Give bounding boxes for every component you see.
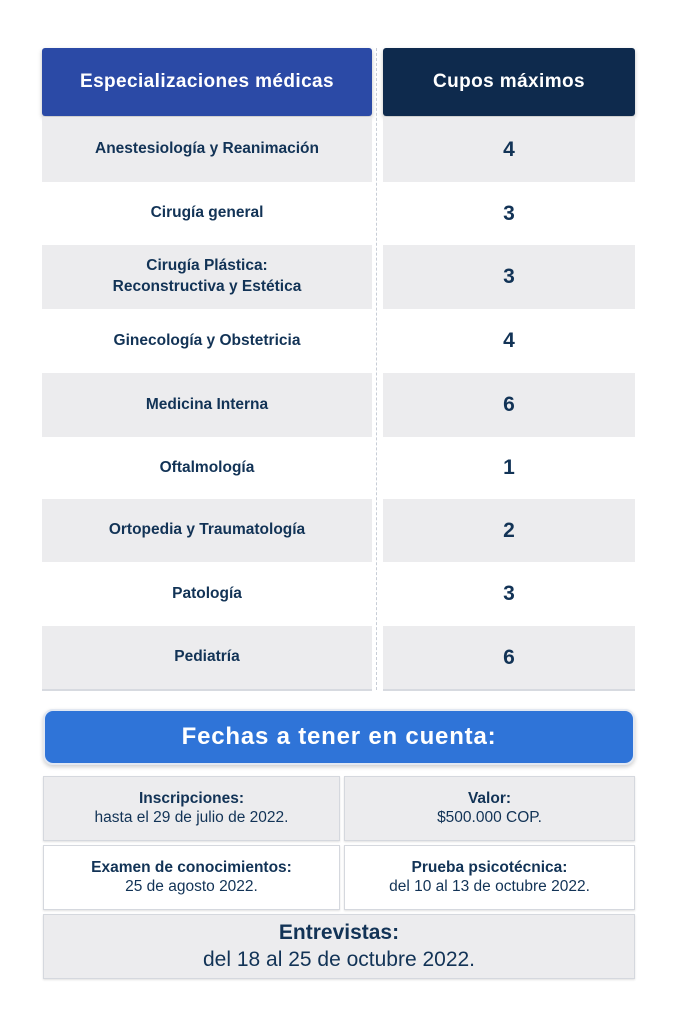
interviews-value: del 18 al 25 de octubre 2022. — [202, 947, 476, 971]
specialization-name: Ortopedia y Traumatología — [42, 499, 372, 562]
table-row — [0, 373, 677, 437]
header-specializations: Especializaciones médicas — [42, 48, 372, 116]
specialization-name: Anestesiología y Reanimación — [42, 117, 372, 182]
fee-box — [344, 776, 635, 841]
max-slots-value: 4 — [383, 309, 635, 373]
interviews-label: Entrevistas: — [278, 920, 400, 944]
registration-label: Inscripciones: — [138, 789, 245, 807]
knowledge-exam-label: Examen de conocimientos: — [91, 858, 292, 876]
dates-banner: Fechas a tener en cuenta: — [43, 709, 635, 765]
table-row — [0, 562, 677, 626]
psychotechnical-test-box — [344, 845, 635, 910]
specialization-name: Oftalmología — [42, 437, 372, 499]
table-row — [0, 245, 677, 309]
max-slots-value: 3 — [383, 562, 635, 626]
table-row — [0, 182, 677, 245]
specialization-name: Patología — [42, 562, 372, 626]
registration-value: hasta el 29 de julio de 2022. — [94, 809, 289, 827]
max-slots-value: 6 — [383, 373, 635, 437]
specialization-name: Cirugía Plástica: Reconstructiva y Estética — [42, 245, 372, 309]
interviews-box — [43, 914, 635, 979]
max-slots-value: 1 — [383, 437, 635, 499]
table-row — [0, 437, 677, 499]
specialization-name: Cirugía general — [42, 182, 372, 245]
registration-box — [43, 776, 340, 841]
table-row — [0, 309, 677, 373]
specialization-name: Ginecología y Obstetricia — [42, 309, 372, 373]
max-slots-value: 3 — [383, 245, 635, 309]
max-slots-value: 2 — [383, 499, 635, 562]
specialization-name: Medicina Interna — [42, 373, 372, 437]
fee-label: Valor: — [467, 789, 512, 807]
header-max-slots: Cupos máximos — [383, 48, 635, 116]
knowledge-exam-box — [43, 845, 340, 910]
table-bottom-border — [42, 689, 372, 691]
max-slots-value: 4 — [383, 117, 635, 182]
psychotechnical-test-label: Prueba psicotécnica: — [411, 858, 568, 876]
fee-value: $500.000 COP. — [437, 809, 542, 827]
specialization-name: Pediatría — [42, 626, 372, 689]
table-bottom-border — [383, 689, 635, 691]
table-row — [0, 117, 677, 182]
psychotechnical-test-value: del 10 al 13 de octubre 2022. — [389, 878, 590, 896]
knowledge-exam-value: 25 de agosto 2022. — [125, 878, 258, 896]
max-slots-value: 6 — [383, 626, 635, 689]
table-row — [0, 499, 677, 562]
table-row — [0, 626, 677, 689]
max-slots-value: 3 — [383, 182, 635, 245]
